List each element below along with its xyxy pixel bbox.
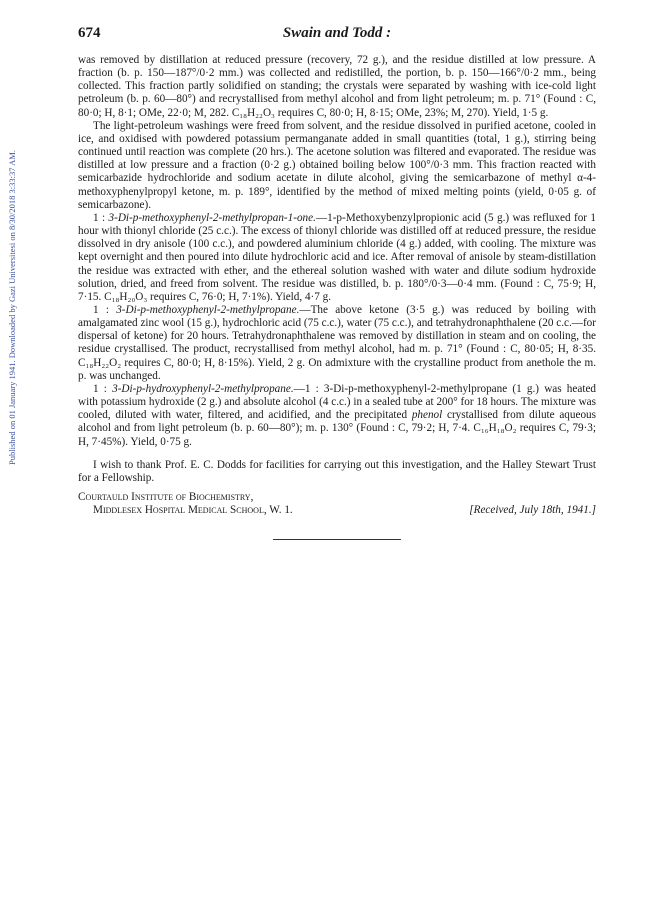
end-rule [273, 539, 401, 540]
compound-number: 1 : [93, 303, 117, 316]
compound-number: 1 : [93, 211, 109, 224]
procedure-text: —1-p-Methoxybenzylpropionic acid (5 g.) was refluxed for 1 hour with thionyl chloride (25 c.c.). The excess of thionyl chloride was distilled off at reduced pressure, the residue dissolved in dry anisole (100 c.c.), and powdered aluminium chloride (4 g.) added, with cooling. The mixture was kept overnight and then poured into dilute hydrochloric acid and ice. After removal of anisole by steam-distillation the residue was extracted with ether, and the ethereal solution washed with water and dilute sodium hydroxide solution, dried, and freed from solvent. The residue was distilled, b. p. 180°/0·3—0·4 mm. (Found : C, 75·9; H, 7·15. C₁₈H₂₀O₃ requires C, 76·0; H, 7·1%). Yield, 4·7 g. [78, 211, 597, 303]
phenol-term: phenol [411, 409, 443, 422]
procedure-text: —1 : 3-Di-p-methoxyphenyl-2-methylpropane (1 g.) was heated with potassium hydroxide (2 g.) and absolute alcohol (4 c.c.) in a sealed tube at 200° for 18 hours. The mixture was cooled, diluted with water, filtered, and acidified, and the precipitated [78, 382, 597, 422]
compound-number: 1 : [93, 382, 113, 395]
affiliation-line [78, 504, 596, 517]
paragraph-1: was removed by distillation at reduced pressure (recovery, 72 g.), and the residue distilled at low pressure. A fraction (b. p. 150—187°/0·2 mm.) was collected and redistilled, the portion, b. p. 150—166°/0·2 mm., being collected. This fraction partly solidified on standing; the crystals were separated by washing with ice-cold light petroleum (b. p. 60—80°) and recrystallised from methyl alcohol and from light petroleum; m. p. 71° (Found : C, 80·0; H, 8·1; OMe, 22·0; M, 282. C₁₈H₂₂O₃ requires C, 80·0; H, 8·15; OMe, 23%; M, 270). Yield, 1·5 g. [78, 54, 596, 119]
running-title: Swain and Todd : [282, 25, 392, 41]
procedure-text: —The above ketone (3·5 g.) was reduced by boiling with amalgamated zinc wool (15 g.), hydrochloric acid (75 c.c.), water (75 c.c.), and tetrahydronaphthalene (20 c.c.—for dispersal of ketone) for 20 hours. Tetrahydronaphthalene was removed by distillation in steam and on cooling, the residue crystallised. The product, recrystallised from methyl alcohol, had m. p. 71° (Found : C, 80·05; H, 8·35. C₁₈H₂₂O₂ requires C, 80·0; H, 8·15%). Yield, 2 g. On admixture with the crystalline product from anethole the m. p. was unchanged. [78, 303, 596, 382]
paragraph-ketone [78, 212, 596, 304]
article-body [78, 54, 596, 540]
affiliation-school: Middlesex Hospital Medical School, W. 1. [93, 504, 293, 517]
procedure-text: crystallised from dilute aqueous alcohol and from light petroleum (b. p. 60—80°); m. p. 130° (Found : C, 79·2; H, 7·4. C₁₆H₁₈O₂ requires C, 79·3; H, 7·45%). Yield, 0·75 g. [78, 409, 596, 448]
received-date: [Received, July 18th, 1941.] [469, 504, 596, 517]
running-header [78, 25, 596, 45]
paragraph-methoxy-propane [78, 304, 596, 383]
compound-heading: 3-Di-p-methoxyphenyl-2-methylpropane. [116, 303, 300, 316]
acknowledgement: I wish to thank Prof. E. C. Dodds for facilities for carrying out this investigation, and the Halley Stewart Trust for a Fellowship. [78, 458, 596, 484]
affiliation-institute: Courtauld Institute of Biochemistry, [78, 491, 254, 503]
paragraph-hydroxy-propane [78, 383, 596, 449]
compound-heading: 3-Di-p-hydroxyphenyl-2-methylpropane. [112, 382, 294, 395]
page-number: 674 [78, 25, 101, 41]
paragraph-2: The light-petroleum washings were freed from solvent, and the residue dissolved in purified acetone, cooled in ice, and oxidised with powdered potassium permanganate added in small quantities (total, 1 g.), stirring being continued until reaction was complete (20 hrs.). The acetone solution was filtered and evaporated. The residue was distilled at low pressure and a fraction (0·2 g.) obtained boiling below 100°/0·3 mm. This fraction reacted with semicarbazide hydrochloride and sodium acetate in dilute alcohol, giving the semicarbazone of methyl α-4-methoxyphenylpropyl ketone, m. p. 189°, identified by the method of mixed melting points (yield, 0·05 g. of semicarbazone). [78, 119, 596, 211]
compound-heading: 3-Di-p-methoxyphenyl-2-methylpropan-1-one. [108, 211, 316, 224]
download-watermark: Published on 01 January 1941. Downloaded by Gazi Universitesi on 8/30/2018 3:33:37 AM. [7, 150, 17, 465]
